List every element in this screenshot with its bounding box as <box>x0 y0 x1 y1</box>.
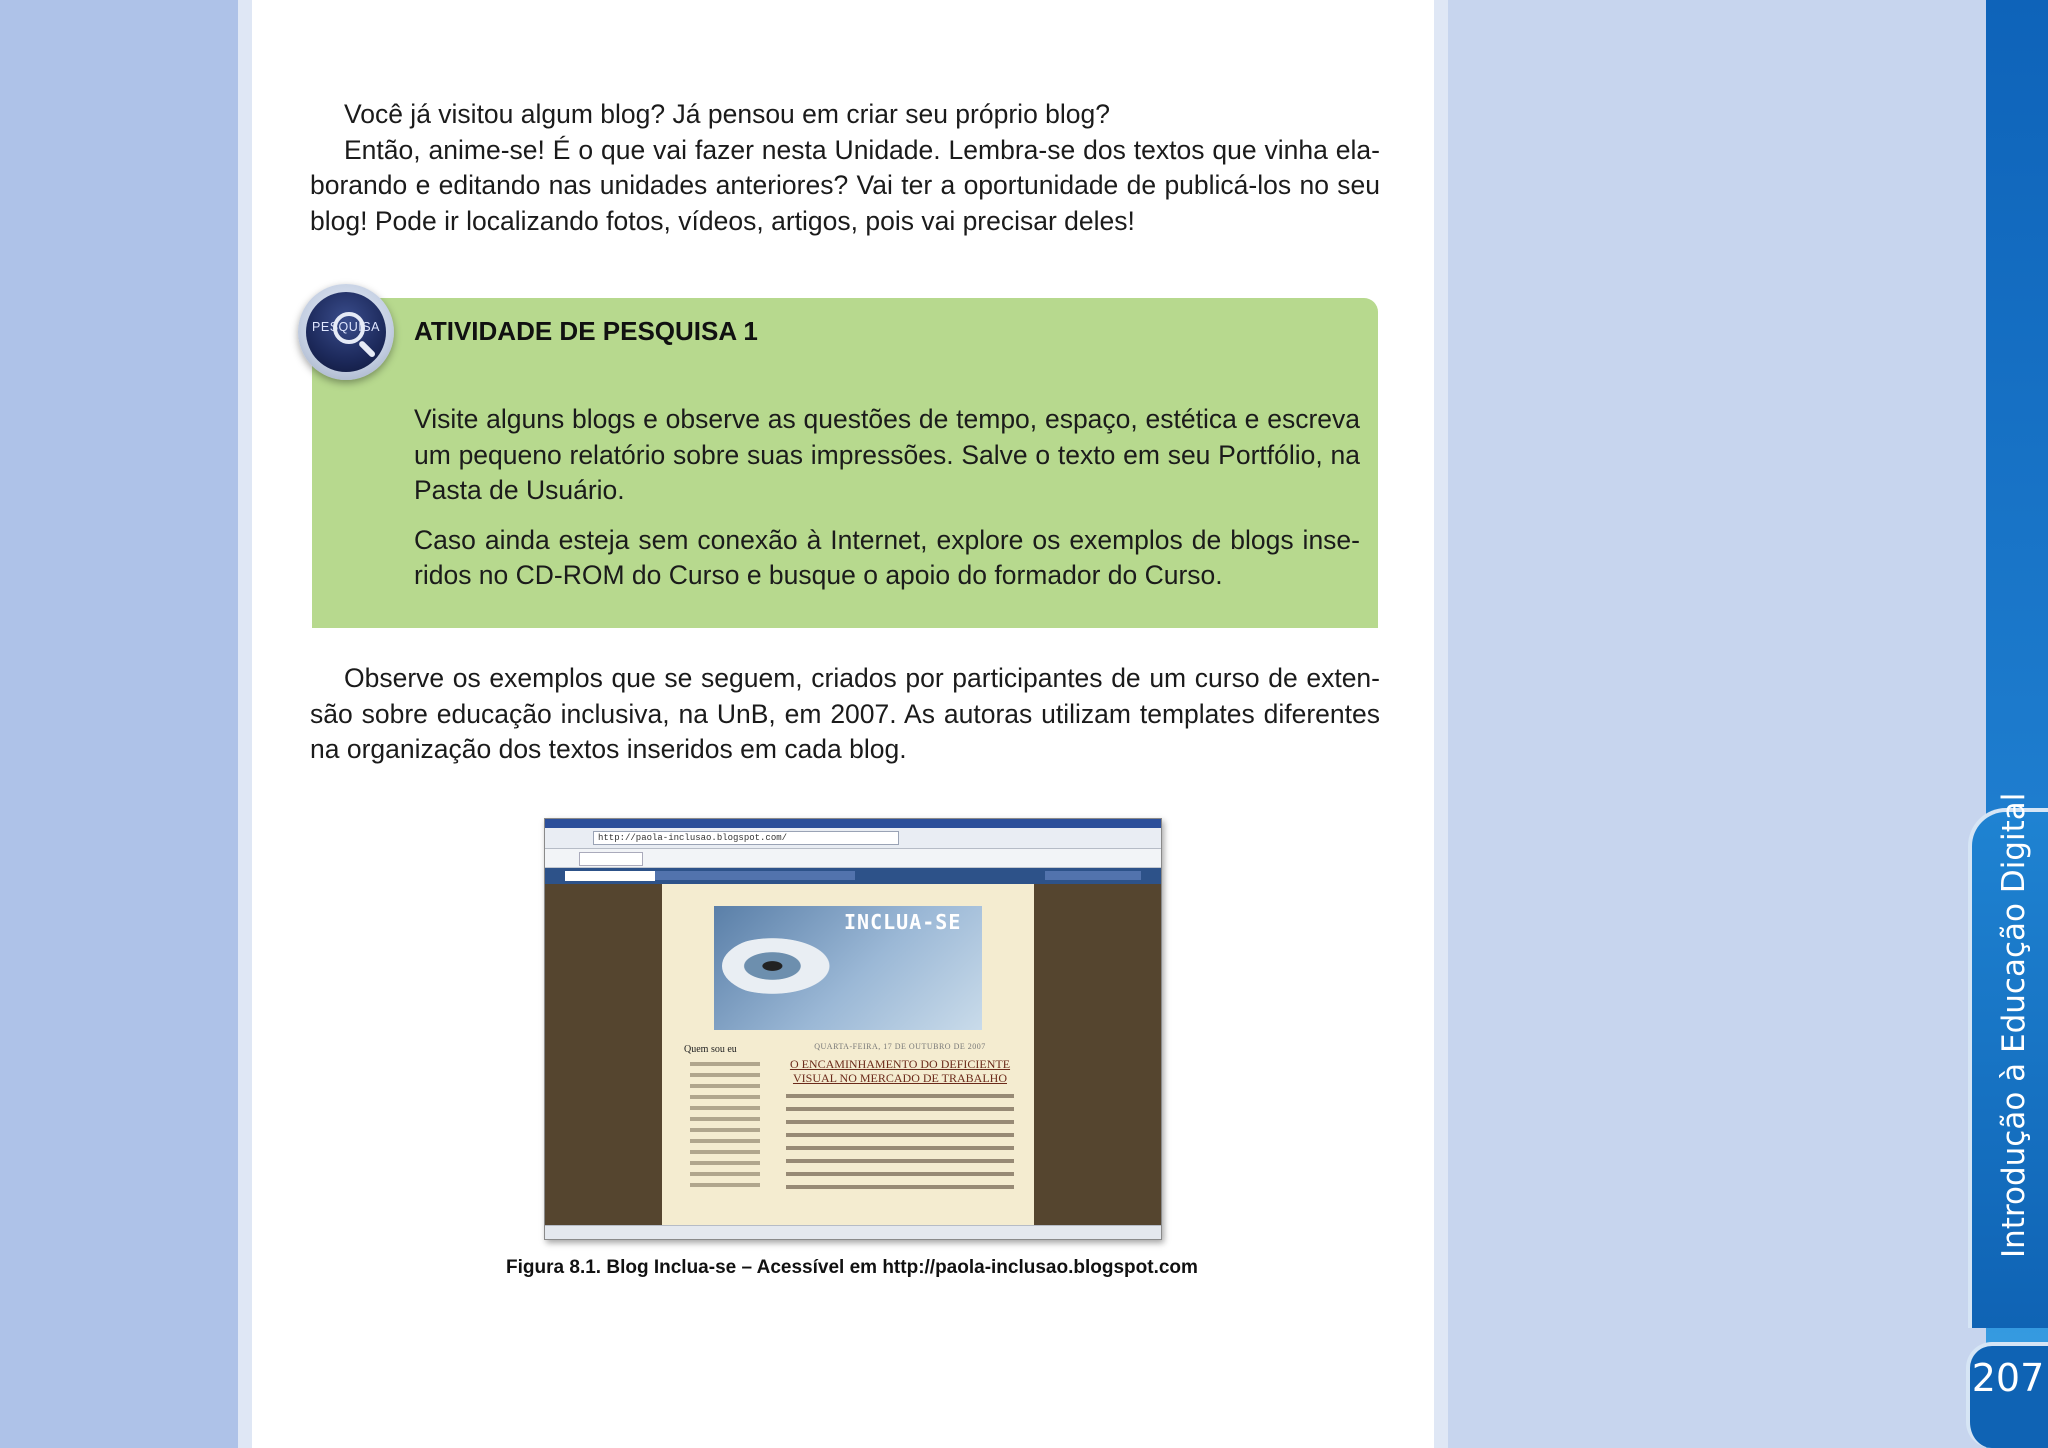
page-edge-left <box>238 0 252 1448</box>
icon-label: PESQUISA <box>312 320 380 334</box>
navbar-links-right <box>1045 871 1141 880</box>
right-margin-background <box>1440 0 2048 1448</box>
browser-titlebar <box>545 819 1161 828</box>
blog-post <box>780 1042 1020 1189</box>
magnifier-lens-icon <box>333 312 365 344</box>
browser-url: http://paola-inclusao.blogspot.com/ <box>593 831 899 845</box>
post-date: QUARTA-FEIRA, 17 DE OUTUBRO DE 2007 <box>814 1042 986 1051</box>
post-title: O ENCAMINHAMENTO DO DEFICIENTE VISUAL NO MERCADO DE TRABALHO <box>789 1057 1011 1085</box>
browser-address-bar <box>545 828 1161 849</box>
intro-text <box>310 97 1380 239</box>
magnifier-handle-icon <box>358 340 376 358</box>
activity-paragraph-1: Visite alguns blogs e observe as questões de tempo, espaço, estética e escreva um pequeno relatório sobre suas impressões. Salve o texto em seu Portfólio, na Pasta de Usuário. <box>414 404 1360 505</box>
page-number: 207 <box>1971 1356 2045 1400</box>
book-title: Introdução à Educação Digital <box>1996 792 2032 1258</box>
activity-paragraph-2: Caso ainda esteja sem conexão à Internet, explore os exemplos de blogs inse-ridos no CD-ROM do Curso e busque o apoio do formador do Curso. <box>414 524 1360 590</box>
page-edge-right <box>1434 0 1448 1448</box>
activity-title: ATIVIDADE DE PESQUISA 1 <box>414 316 758 346</box>
blog-sidebar <box>684 1044 766 1187</box>
magnifier-research-icon <box>298 284 394 380</box>
browser-status-bar <box>545 1225 1161 1240</box>
blog-content-area <box>662 884 1034 1239</box>
activity-body <box>414 402 1360 608</box>
eye-image <box>722 936 834 996</box>
intro-line-2: Então, anime-se! É o que vai fazer nesta Unidade. Lembra-se dos textos que vinha ela-borando e editando nas unidades anteriores? Vai ter a oportunidade de publicá-los no seu blog! Pode ir localizando fotos, vídeos, artigos, pois vai precisar deles! <box>310 134 1380 236</box>
browser-tab <box>579 852 643 866</box>
sidebar-heading: Quem sou eu <box>684 1044 737 1055</box>
browser-toolbar <box>545 849 1161 868</box>
observe-text <box>310 661 1380 768</box>
blog-screenshot-figure <box>544 818 1162 1240</box>
intro-line-1: Você já visitou algum blog? Já pensou em criar seu próprio blog? <box>344 99 1111 129</box>
blog-brand-title: INCLUA-SE <box>844 910 962 934</box>
navbar-links <box>655 871 855 880</box>
blogger-navbar <box>545 868 1161 884</box>
blog-header-banner <box>714 906 982 1030</box>
observe-paragraph: Observe os exemplos que se seguem, criados por participantes de um curso de exten-são sobre educação inclusiva, na UnB, em 2007. As autoras utilizam templates diferentes na organização dos textos inseridos em cada blog. <box>310 663 1380 764</box>
figure-caption: Figura 8.1. Blog Inclua-se – Acessível em http://paola-inclusao.blogspot.com <box>506 1257 1198 1278</box>
navbar-search-box <box>565 871 655 881</box>
